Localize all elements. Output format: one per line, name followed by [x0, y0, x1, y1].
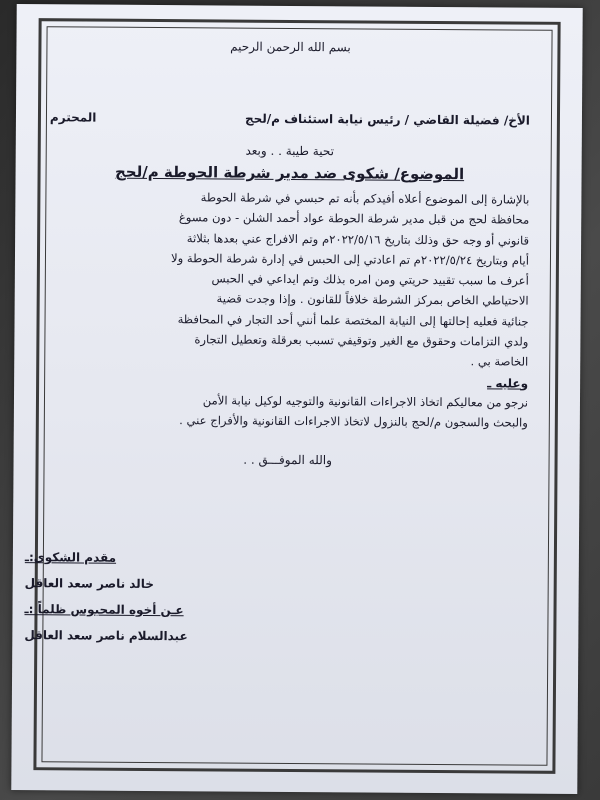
- basmala: بسم الله الرحمن الرحيم: [230, 39, 351, 55]
- recipient: الأخ/ فضيلة القاضي / رئيس نيابة استئناف م/لحج: [244, 111, 530, 128]
- honorific: المحترم: [49, 110, 97, 125]
- therefore-heading: وعليه ـ: [487, 375, 529, 391]
- body-line: بالإشارة إلى الموضوع أعلاه أفيدكم بأنه تم حبسي في شرطة الحوطة: [200, 190, 530, 207]
- request-line: نرجو من معاليكم اتخاذ الاجراءات القانونية والتوجيه لوكيل نيابة الأمن: [202, 393, 529, 410]
- body-line: أعرف ما سبب تقييد حريتي ومن امره بذلك وتم ايداعي في الحبس: [211, 271, 529, 288]
- detainee-name: عبدالسلام ناصر سعد العاقل: [24, 628, 188, 644]
- letter-body: [48, 186, 529, 372]
- complainant-label: مقدم الشكوى:ـ: [24, 550, 117, 565]
- body-line: جنائية فعليه إحالتها إلى النيابة المختصة علما أنني أحد التجار في المحافظة: [177, 311, 529, 329]
- body-line: قانوني أو وجه حق وذلك بتاريخ ٢٠٢٢/٥/١٦م وتم الافراج عني بعدها بثلاثة: [186, 230, 530, 248]
- body-line: ولدي التزامات وحقوق مع الغير وتوقيفي تسبب بعرقلة وتعطيل التجارة: [194, 332, 529, 349]
- body-line: الخاصة بي .: [470, 354, 529, 369]
- address-row: [50, 110, 530, 127]
- greeting: تحية طيبة . . وبعد: [245, 143, 335, 159]
- body-line: الاحتياطي الخاص بمركز الشرطة خلافاً للقانون . وإذا وجدت قضية: [216, 291, 529, 309]
- subject-line: الموضوع/ شكوى ضد مدير شرطة الحوطة م/لحج: [114, 162, 465, 184]
- paper-sheet: [11, 4, 582, 794]
- complainant-name: خالد ناصر سعد العاقل: [24, 576, 154, 592]
- request-line: والبحث والسجون م/لحج بالنزول لاتخاذ الاجراءات القانونية والأفراج عني .: [179, 412, 528, 430]
- on-behalf-label: عـن أخوه المحبوس ظلماً :ـ: [24, 602, 184, 618]
- closing-phrase: والله الموفـــق . .: [243, 452, 332, 467]
- body-line: أيام وبتاريخ ٢٠٢٢/٥/٢٤م تم اعادتي إلى الحبس في إدارة شرطة الحوطة ولا: [170, 251, 530, 268]
- body-line: محافظة لحج من قبل مدير شرطة الحوطة عواد أحمد الشلن - دون مسوغ: [178, 210, 530, 227]
- signature-block: [24, 544, 265, 650]
- letter-content: [47, 38, 530, 496]
- request-paragraph: [48, 389, 528, 432]
